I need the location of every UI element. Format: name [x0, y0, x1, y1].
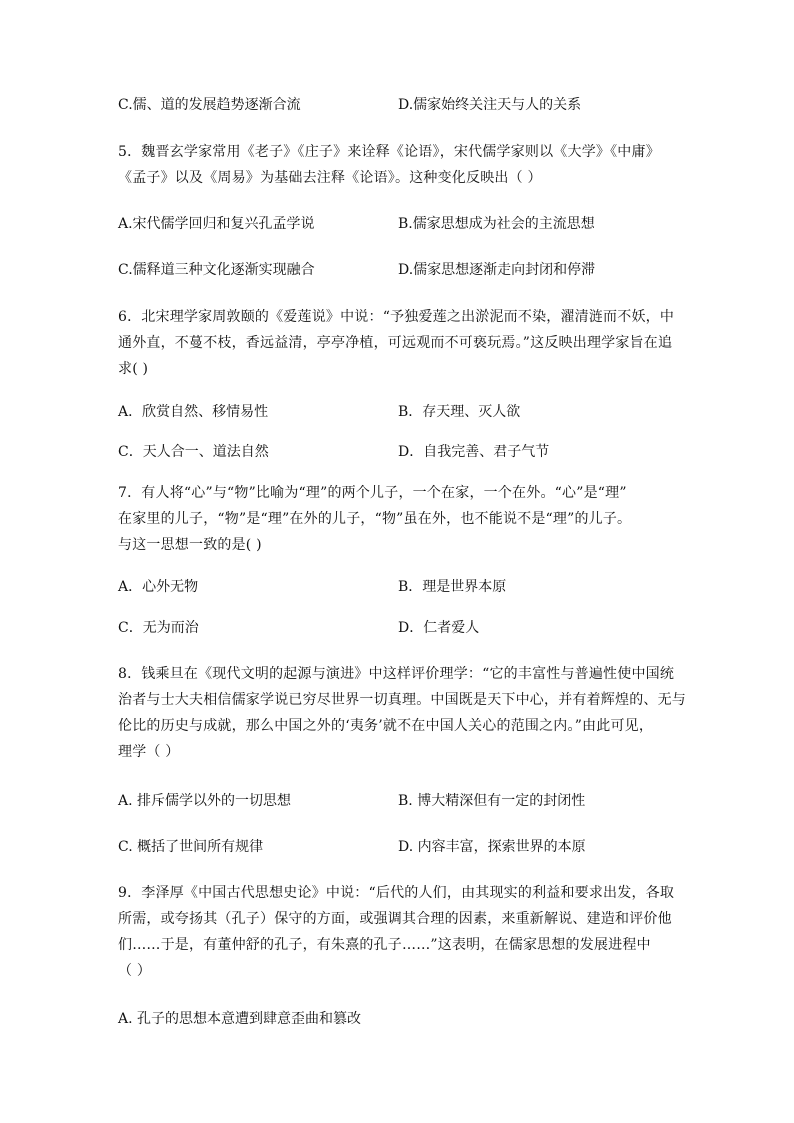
- q6-stem-line-2: 通外直，不蔓不枝，香远益清，亭亭净植，可远观而不可亵玩焉。”这反映出理学家旨在追: [118, 335, 673, 351]
- q7-stem-line-1: 7．有人将“心”与“物”比喻为“理”的两个儿子，一个在家，一个在外。“心”是“理”: [118, 485, 627, 501]
- q8-option-d: D. 内容丰富，探索世界的本原: [398, 839, 586, 855]
- q8-option-b: B. 博大精深但有一定的封闭性: [398, 793, 586, 809]
- q6-option-c: C．天人合一、道法自然: [118, 444, 269, 460]
- q7-stem-line-2: 在家里的儿子，“物”是“理”在外的儿子，“物”虽在外，也不能说不是“理”的儿子。: [118, 511, 632, 527]
- q6-option-a: A．欣赏自然、移情易性: [118, 404, 269, 420]
- q9-stem-line-1: 9．李泽厚《中国古代思想史论》中说：“后代的人们，由其现实的利益和要求出发，各取: [118, 885, 675, 901]
- q8-stem-line-4: 理学（ ）: [118, 744, 180, 760]
- q8-stem-line-2: 治者与士大夫相信儒家学说已穷尽世界一切真理。中国既是天下中心，并有着辉煌的、无与: [118, 692, 686, 708]
- q5-option-a: A.宋代儒学回归和复兴孔孟学说: [118, 216, 315, 232]
- q9-stem-line-3: 们……于是，有董仲舒的孔子，有朱熹的孔子……”这表明，在儒家思想的发展进程中: [118, 937, 651, 953]
- q4-option-d: D.儒家始终关注天与人的关系: [398, 97, 582, 113]
- q8-stem-line-1: 8．钱乘旦在《现代文明的起源与演进》中这样评价理学：“它的丰富性与普遍性使中国统: [118, 666, 675, 682]
- q5-stem-line-2: 《孟子》以及《周易》为基础去注释《论语》。这种变化反映出（ ）: [118, 170, 542, 186]
- q6-option-d: D．自我完善、君子气节: [398, 444, 550, 460]
- q6-option-b: B．存天理、灭人欲: [398, 404, 521, 420]
- q7-option-d: D．仁者爱人: [398, 620, 480, 636]
- q5-stem-line-1: 5．魏晋玄学家常用《老子》《庄子》来诠释《论语》，宋代儒学家则以《大学》《中庸》: [118, 144, 660, 160]
- q7-stem-line-3: 与这一思想一致的是( ): [118, 537, 262, 553]
- q9-stem-line-2: 所需，或夸扬其（孔子）保守的方面，或强调其合理的因素，来重新解说、建造和评价他: [118, 911, 672, 927]
- q7-option-c: C．无为而治: [118, 620, 199, 636]
- q7-option-a: A．心外无物: [118, 579, 199, 595]
- q8-option-a: A. 排斥儒学以外的一切思想: [118, 793, 292, 809]
- q5-option-b: B.儒家思想成为社会的主流思想: [398, 216, 595, 232]
- q9-stem-line-4: （ ）: [118, 963, 152, 979]
- q9-option-a: A. 孔子的思想本意遭到肆意歪曲和篡改: [118, 1011, 362, 1027]
- q8-stem-line-3: 伦比的历史与成就，那么中国之外的‘夷务’就不在中国人关心的范围之内。”由此可见，: [118, 718, 654, 734]
- q6-stem-line-1: 6．北宋理学家周敦颐的《爱莲说》中说：“予独爱莲之出淤泥而不染，濯清涟而不妖，中: [118, 309, 675, 325]
- q7-option-b: B．理是世界本原: [398, 579, 507, 595]
- q8-option-c: C. 概括了世间所有规律: [118, 839, 264, 855]
- q5-option-c: C.儒释道三种文化逐渐实现融合: [118, 262, 315, 278]
- q4-option-c: C.儒、道的发展趋势逐渐合流: [118, 97, 301, 113]
- q6-stem-line-3: 求( ): [118, 361, 149, 377]
- q5-option-d: D.儒家思想逐渐走向封闭和停滞: [398, 262, 596, 278]
